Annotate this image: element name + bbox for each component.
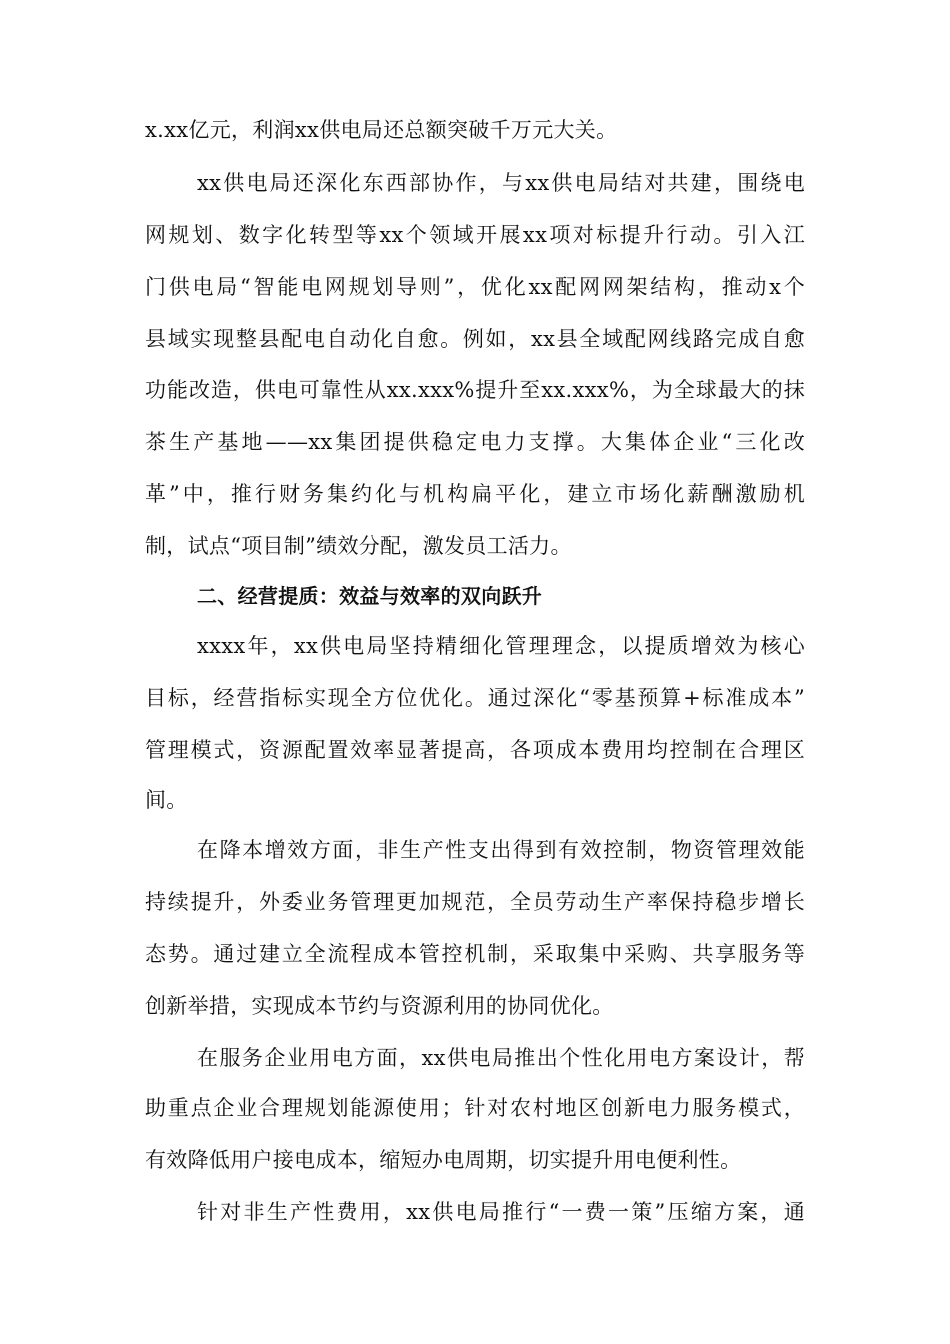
text-line: 有效降低用户接电成本，缩短办电周期，切实提升用电便利性。 [145,1148,742,1172]
text-line: 在降本增效方面，非生产性支出得到有效控制，物资管理效能 [197,838,805,862]
text-line: 功能改造，供电可靠性从xx.xxx%提升至xx.xxx%，为全球最大的抹 [145,378,805,402]
text-line: 在服务企业用电方面，xx供电局推出个性化用电方案设计，帮 [197,1046,805,1070]
text-line: 管理模式，资源配置效率显著提高，各项成本费用均控制在合理区 [145,738,805,762]
text-line: 针对非生产性费用，xx供电局推行“一费一策”压缩方案，通 [197,1200,805,1224]
text-line: xxxx年，xx供电局坚持精细化管理理念，以提质增效为核心 [197,634,805,658]
text-line: 茶生产基地——xx集团提供稳定电力支撑。大集体企业“三化改 [145,430,805,454]
text-line: 网规划、数字化转型等xx个领域开展xx项对标提升行动。引入江 [145,223,805,247]
text-line: 目标，经营指标实现全方位优化。通过深化“零基预算+标准成本” [145,686,805,710]
text-line: 态势。通过建立全流程成本管控机制，采取集中采购、共享服务等 [145,942,805,966]
text-line: 创新举措，实现成本节约与资源利用的协同优化。 [145,994,614,1018]
text-line: 持续提升，外委业务管理更加规范，全员劳动生产率保持稳步增长 [145,890,805,914]
text-line: 革”中，推行财务集约化与机构扁平化，建立市场化薪酬激励机 [145,482,805,506]
text-line: xx供电局还深化东西部协作，与xx供电局结对共建，围绕电 [197,171,805,195]
text-line: x.xx亿元，利润xx供电局还总额突破千万元大关。 [145,118,618,142]
text-line: 门供电局“智能电网规划导则”，优化xx配网网架结构，推动x个 [145,275,805,299]
text-line: 助重点企业合理规划能源使用；针对农村地区创新电力服务模式， [145,1096,805,1120]
text-line: 制，试点“项目制”绩效分配，激发员工活力。 [145,534,572,558]
text-line: 间。 [145,788,188,812]
text-line: 县域实现整县配电自动化自愈。例如，xx县全域配网线路完成自愈 [145,327,805,351]
heading-text: 二、经营提质：效益与效率的双向跃升 [197,584,543,608]
